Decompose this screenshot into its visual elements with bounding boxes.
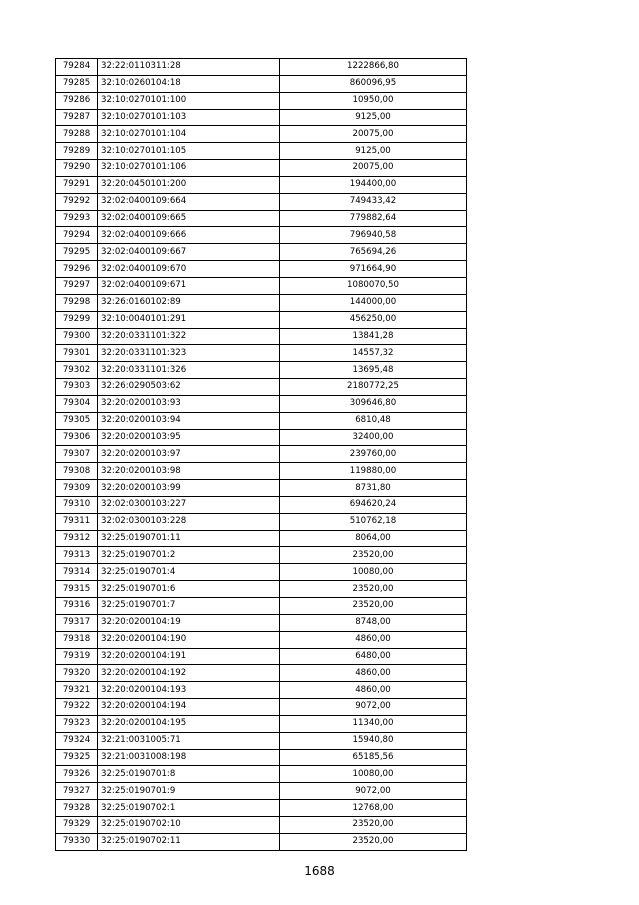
row-number-cell: 79298	[56, 294, 98, 311]
page-number: 1688	[304, 864, 335, 878]
cadastral-value-cell: 14557,32	[280, 345, 467, 362]
cadastral-value-cell: 32400,00	[280, 429, 467, 446]
cadastral-number-cell: 32:21:0031008:198	[98, 749, 280, 766]
row-number-cell: 79308	[56, 463, 98, 480]
table-row	[56, 715, 467, 732]
row-number-cell: 79285	[56, 75, 98, 92]
cadastral-value-cell: 8731,80	[280, 480, 467, 497]
row-number-cell: 79306	[56, 429, 98, 446]
table-row	[56, 261, 467, 278]
cadastral-value-cell: 779882,64	[280, 210, 467, 227]
cadastral-value-cell: 10080,00	[280, 766, 467, 783]
cadastral-value-cell: 23520,00	[280, 581, 467, 598]
cadastral-value-cell: 23520,00	[280, 833, 467, 850]
row-number-cell: 79327	[56, 783, 98, 800]
table-row	[56, 766, 467, 783]
cadastral-number-cell: 32:25:0190702:1	[98, 800, 280, 817]
row-number-cell: 79301	[56, 345, 98, 362]
row-number-cell: 79287	[56, 109, 98, 126]
table-row	[56, 598, 467, 615]
row-number-cell: 79313	[56, 547, 98, 564]
row-number-cell: 79324	[56, 732, 98, 749]
cadastral-value-cell: 9125,00	[280, 109, 467, 126]
row-number-cell: 79317	[56, 614, 98, 631]
cadastral-value-cell: 860096,95	[280, 75, 467, 92]
cadastral-value-cell: 119880,00	[280, 463, 467, 480]
table-row	[56, 395, 467, 412]
row-number-cell: 79302	[56, 362, 98, 379]
table-row	[56, 244, 467, 261]
cadastral-number-cell: 32:02:0300103:227	[98, 496, 280, 513]
cadastral-number-cell: 32:20:0200104:194	[98, 699, 280, 716]
cadastral-number-cell: 32:22:0110311:28	[98, 59, 280, 76]
table-row	[56, 732, 467, 749]
cadastral-value-cell: 65185,56	[280, 749, 467, 766]
cadastral-number-cell: 32:02:0400109:671	[98, 277, 280, 294]
row-number-cell: 79314	[56, 564, 98, 581]
row-number-cell: 79299	[56, 311, 98, 328]
cadastral-value-cell: 309646,80	[280, 395, 467, 412]
cadastral-number-cell: 32:20:0200104:195	[98, 715, 280, 732]
table-row	[56, 699, 467, 716]
row-number-cell: 79322	[56, 699, 98, 716]
row-number-cell: 79297	[56, 277, 98, 294]
cadastral-number-cell: 32:25:0190702:11	[98, 833, 280, 850]
table-row	[56, 648, 467, 665]
row-number-cell: 79329	[56, 816, 98, 833]
row-number-cell: 79290	[56, 160, 98, 177]
cadastral-value-cell: 971664,90	[280, 261, 467, 278]
cadastral-value-cell: 1080070,50	[280, 277, 467, 294]
cadastral-number-cell: 32:20:0200103:93	[98, 395, 280, 412]
table-row	[56, 631, 467, 648]
cadastral-number-cell: 32:10:0270101:104	[98, 126, 280, 143]
table-row	[56, 362, 467, 379]
cadastral-number-cell: 32:02:0400109:666	[98, 227, 280, 244]
table-row	[56, 75, 467, 92]
row-number-cell: 79330	[56, 833, 98, 850]
cadastral-value-cell: 765694,26	[280, 244, 467, 261]
table-row	[56, 160, 467, 177]
row-number-cell: 79325	[56, 749, 98, 766]
cadastral-value-cell: 13695,48	[280, 362, 467, 379]
row-number-cell: 79320	[56, 665, 98, 682]
row-number-cell: 79319	[56, 648, 98, 665]
table-row	[56, 614, 467, 631]
table-row	[56, 126, 467, 143]
table-row	[56, 412, 467, 429]
cadastral-value-cell: 4860,00	[280, 682, 467, 699]
row-number-cell: 79318	[56, 631, 98, 648]
cadastral-value-cell: 10950,00	[280, 92, 467, 109]
cadastral-number-cell: 32:25:0190701:8	[98, 766, 280, 783]
cadastral-number-cell: 32:10:0260104:18	[98, 75, 280, 92]
cadastral-value-cell: 4860,00	[280, 665, 467, 682]
cadastral-number-cell: 32:20:0200103:99	[98, 480, 280, 497]
cadastral-value-cell: 13841,28	[280, 328, 467, 345]
cadastral-number-cell: 32:21:0031005:71	[98, 732, 280, 749]
cadastral-value-cell: 6810,48	[280, 412, 467, 429]
row-number-cell: 79303	[56, 379, 98, 396]
cadastral-value-cell: 8748,00	[280, 614, 467, 631]
cadastral-number-cell: 32:26:0290503:62	[98, 379, 280, 396]
cadastral-number-cell: 32:20:0331101:326	[98, 362, 280, 379]
row-number-cell: 79289	[56, 143, 98, 160]
cadastral-value-cell: 20075,00	[280, 126, 467, 143]
cadastral-number-cell: 32:10:0270101:106	[98, 160, 280, 177]
row-number-cell: 79316	[56, 598, 98, 615]
cadastral-number-cell: 32:25:0190701:7	[98, 598, 280, 615]
cadastral-value-cell: 144000,00	[280, 294, 467, 311]
cadastral-number-cell: 32:02:0400109:665	[98, 210, 280, 227]
table-row	[56, 833, 467, 850]
cadastral-value-cell: 23520,00	[280, 598, 467, 615]
cadastral-value-cell: 12768,00	[280, 800, 467, 817]
row-number-cell: 79294	[56, 227, 98, 244]
row-number-cell: 79326	[56, 766, 98, 783]
row-number-cell: 79288	[56, 126, 98, 143]
cadastral-number-cell: 32:20:0200103:97	[98, 446, 280, 463]
table-row	[56, 749, 467, 766]
cadastral-number-cell: 32:02:0300103:228	[98, 513, 280, 530]
cadastral-number-cell: 32:20:0200104:191	[98, 648, 280, 665]
table-row	[56, 277, 467, 294]
row-number-cell: 79305	[56, 412, 98, 429]
cadastral-value-cell: 9072,00	[280, 783, 467, 800]
cadastral-value-cell: 239760,00	[280, 446, 467, 463]
cadastral-value-cell: 23520,00	[280, 816, 467, 833]
table-row	[56, 816, 467, 833]
cadastral-number-cell: 32:10:0270101:100	[98, 92, 280, 109]
table-row	[56, 480, 467, 497]
table-row	[56, 294, 467, 311]
cadastral-number-cell: 32:02:0400109:670	[98, 261, 280, 278]
row-number-cell: 79309	[56, 480, 98, 497]
table-row	[56, 665, 467, 682]
row-number-cell: 79304	[56, 395, 98, 412]
table-row	[56, 227, 467, 244]
cadastral-number-cell: 32:10:0270101:103	[98, 109, 280, 126]
table-row	[56, 429, 467, 446]
table-row	[56, 564, 467, 581]
cadastral-value-cell: 6480,00	[280, 648, 467, 665]
row-number-cell: 79312	[56, 530, 98, 547]
cadastral-number-cell: 32:25:0190702:10	[98, 816, 280, 833]
cadastral-number-cell: 32:25:0190701:4	[98, 564, 280, 581]
row-number-cell: 79286	[56, 92, 98, 109]
cadastral-number-cell: 32:25:0190701:6	[98, 581, 280, 598]
row-number-cell: 79293	[56, 210, 98, 227]
row-number-cell: 79311	[56, 513, 98, 530]
table-row	[56, 496, 467, 513]
row-number-cell: 79292	[56, 193, 98, 210]
cadastral-number-cell: 32:25:0190701:11	[98, 530, 280, 547]
row-number-cell: 79296	[56, 261, 98, 278]
cadastral-value-cell: 9072,00	[280, 699, 467, 716]
row-number-cell: 79323	[56, 715, 98, 732]
table-row	[56, 345, 467, 362]
cadastral-value-cell: 749433,42	[280, 193, 467, 210]
row-number-cell: 79300	[56, 328, 98, 345]
cadastral-number-cell: 32:20:0200104:19	[98, 614, 280, 631]
cadastral-number-cell: 32:10:0270101:105	[98, 143, 280, 160]
cadastral-value-cell: 2180772,25	[280, 379, 467, 396]
cadastral-number-cell: 32:20:0200104:190	[98, 631, 280, 648]
cadastral-value-cell: 8064,00	[280, 530, 467, 547]
row-number-cell: 79310	[56, 496, 98, 513]
table-row	[56, 143, 467, 160]
cadastral-number-cell: 32:02:0400109:664	[98, 193, 280, 210]
cadastral-number-cell: 32:20:0450101:200	[98, 176, 280, 193]
cadastral-value-cell: 9125,00	[280, 143, 467, 160]
cadastral-value-cell: 11340,00	[280, 715, 467, 732]
cadastral-value-table	[55, 58, 467, 851]
row-number-cell: 79291	[56, 176, 98, 193]
table-row	[56, 547, 467, 564]
row-number-cell: 79315	[56, 581, 98, 598]
cadastral-number-cell: 32:25:0190701:9	[98, 783, 280, 800]
table-row	[56, 463, 467, 480]
cadastral-number-cell: 32:20:0200103:95	[98, 429, 280, 446]
table-row	[56, 581, 467, 598]
cadastral-number-cell: 32:25:0190701:2	[98, 547, 280, 564]
cadastral-value-cell: 20075,00	[280, 160, 467, 177]
cadastral-number-cell: 32:20:0200103:98	[98, 463, 280, 480]
table-body	[56, 59, 467, 851]
cadastral-value-cell: 15940,80	[280, 732, 467, 749]
table-row	[56, 682, 467, 699]
cadastral-value-cell: 23520,00	[280, 547, 467, 564]
cadastral-number-cell: 32:10:0040101:291	[98, 311, 280, 328]
cadastral-number-cell: 32:26:0160102:89	[98, 294, 280, 311]
cadastral-value-cell: 10080,00	[280, 564, 467, 581]
table-row	[56, 783, 467, 800]
cadastral-value-cell: 796940,58	[280, 227, 467, 244]
cadastral-number-cell: 32:20:0200104:192	[98, 665, 280, 682]
table-row	[56, 800, 467, 817]
cadastral-value-cell: 510762,18	[280, 513, 467, 530]
cadastral-value-cell: 194400,00	[280, 176, 467, 193]
table-row	[56, 92, 467, 109]
cadastral-number-cell: 32:20:0200103:94	[98, 412, 280, 429]
table-row	[56, 530, 467, 547]
table-row	[56, 59, 467, 76]
cadastral-number-cell: 32:20:0200104:193	[98, 682, 280, 699]
cadastral-value-cell: 4860,00	[280, 631, 467, 648]
row-number-cell: 79321	[56, 682, 98, 699]
cadastral-number-cell: 32:02:0400109:667	[98, 244, 280, 261]
table-row	[56, 328, 467, 345]
cadastral-value-cell: 1222866,80	[280, 59, 467, 76]
cadastral-value-cell: 456250,00	[280, 311, 467, 328]
table-row	[56, 109, 467, 126]
table-row	[56, 176, 467, 193]
table-row	[56, 379, 467, 396]
row-number-cell: 79295	[56, 244, 98, 261]
row-number-cell: 79307	[56, 446, 98, 463]
cadastral-number-cell: 32:20:0331101:322	[98, 328, 280, 345]
table-row	[56, 311, 467, 328]
row-number-cell: 79328	[56, 800, 98, 817]
table-row	[56, 446, 467, 463]
cadastral-number-cell: 32:20:0331101:323	[98, 345, 280, 362]
table-row	[56, 210, 467, 227]
table-row	[56, 193, 467, 210]
cadastral-value-cell: 694620,24	[280, 496, 467, 513]
table-row	[56, 513, 467, 530]
row-number-cell: 79284	[56, 59, 98, 76]
